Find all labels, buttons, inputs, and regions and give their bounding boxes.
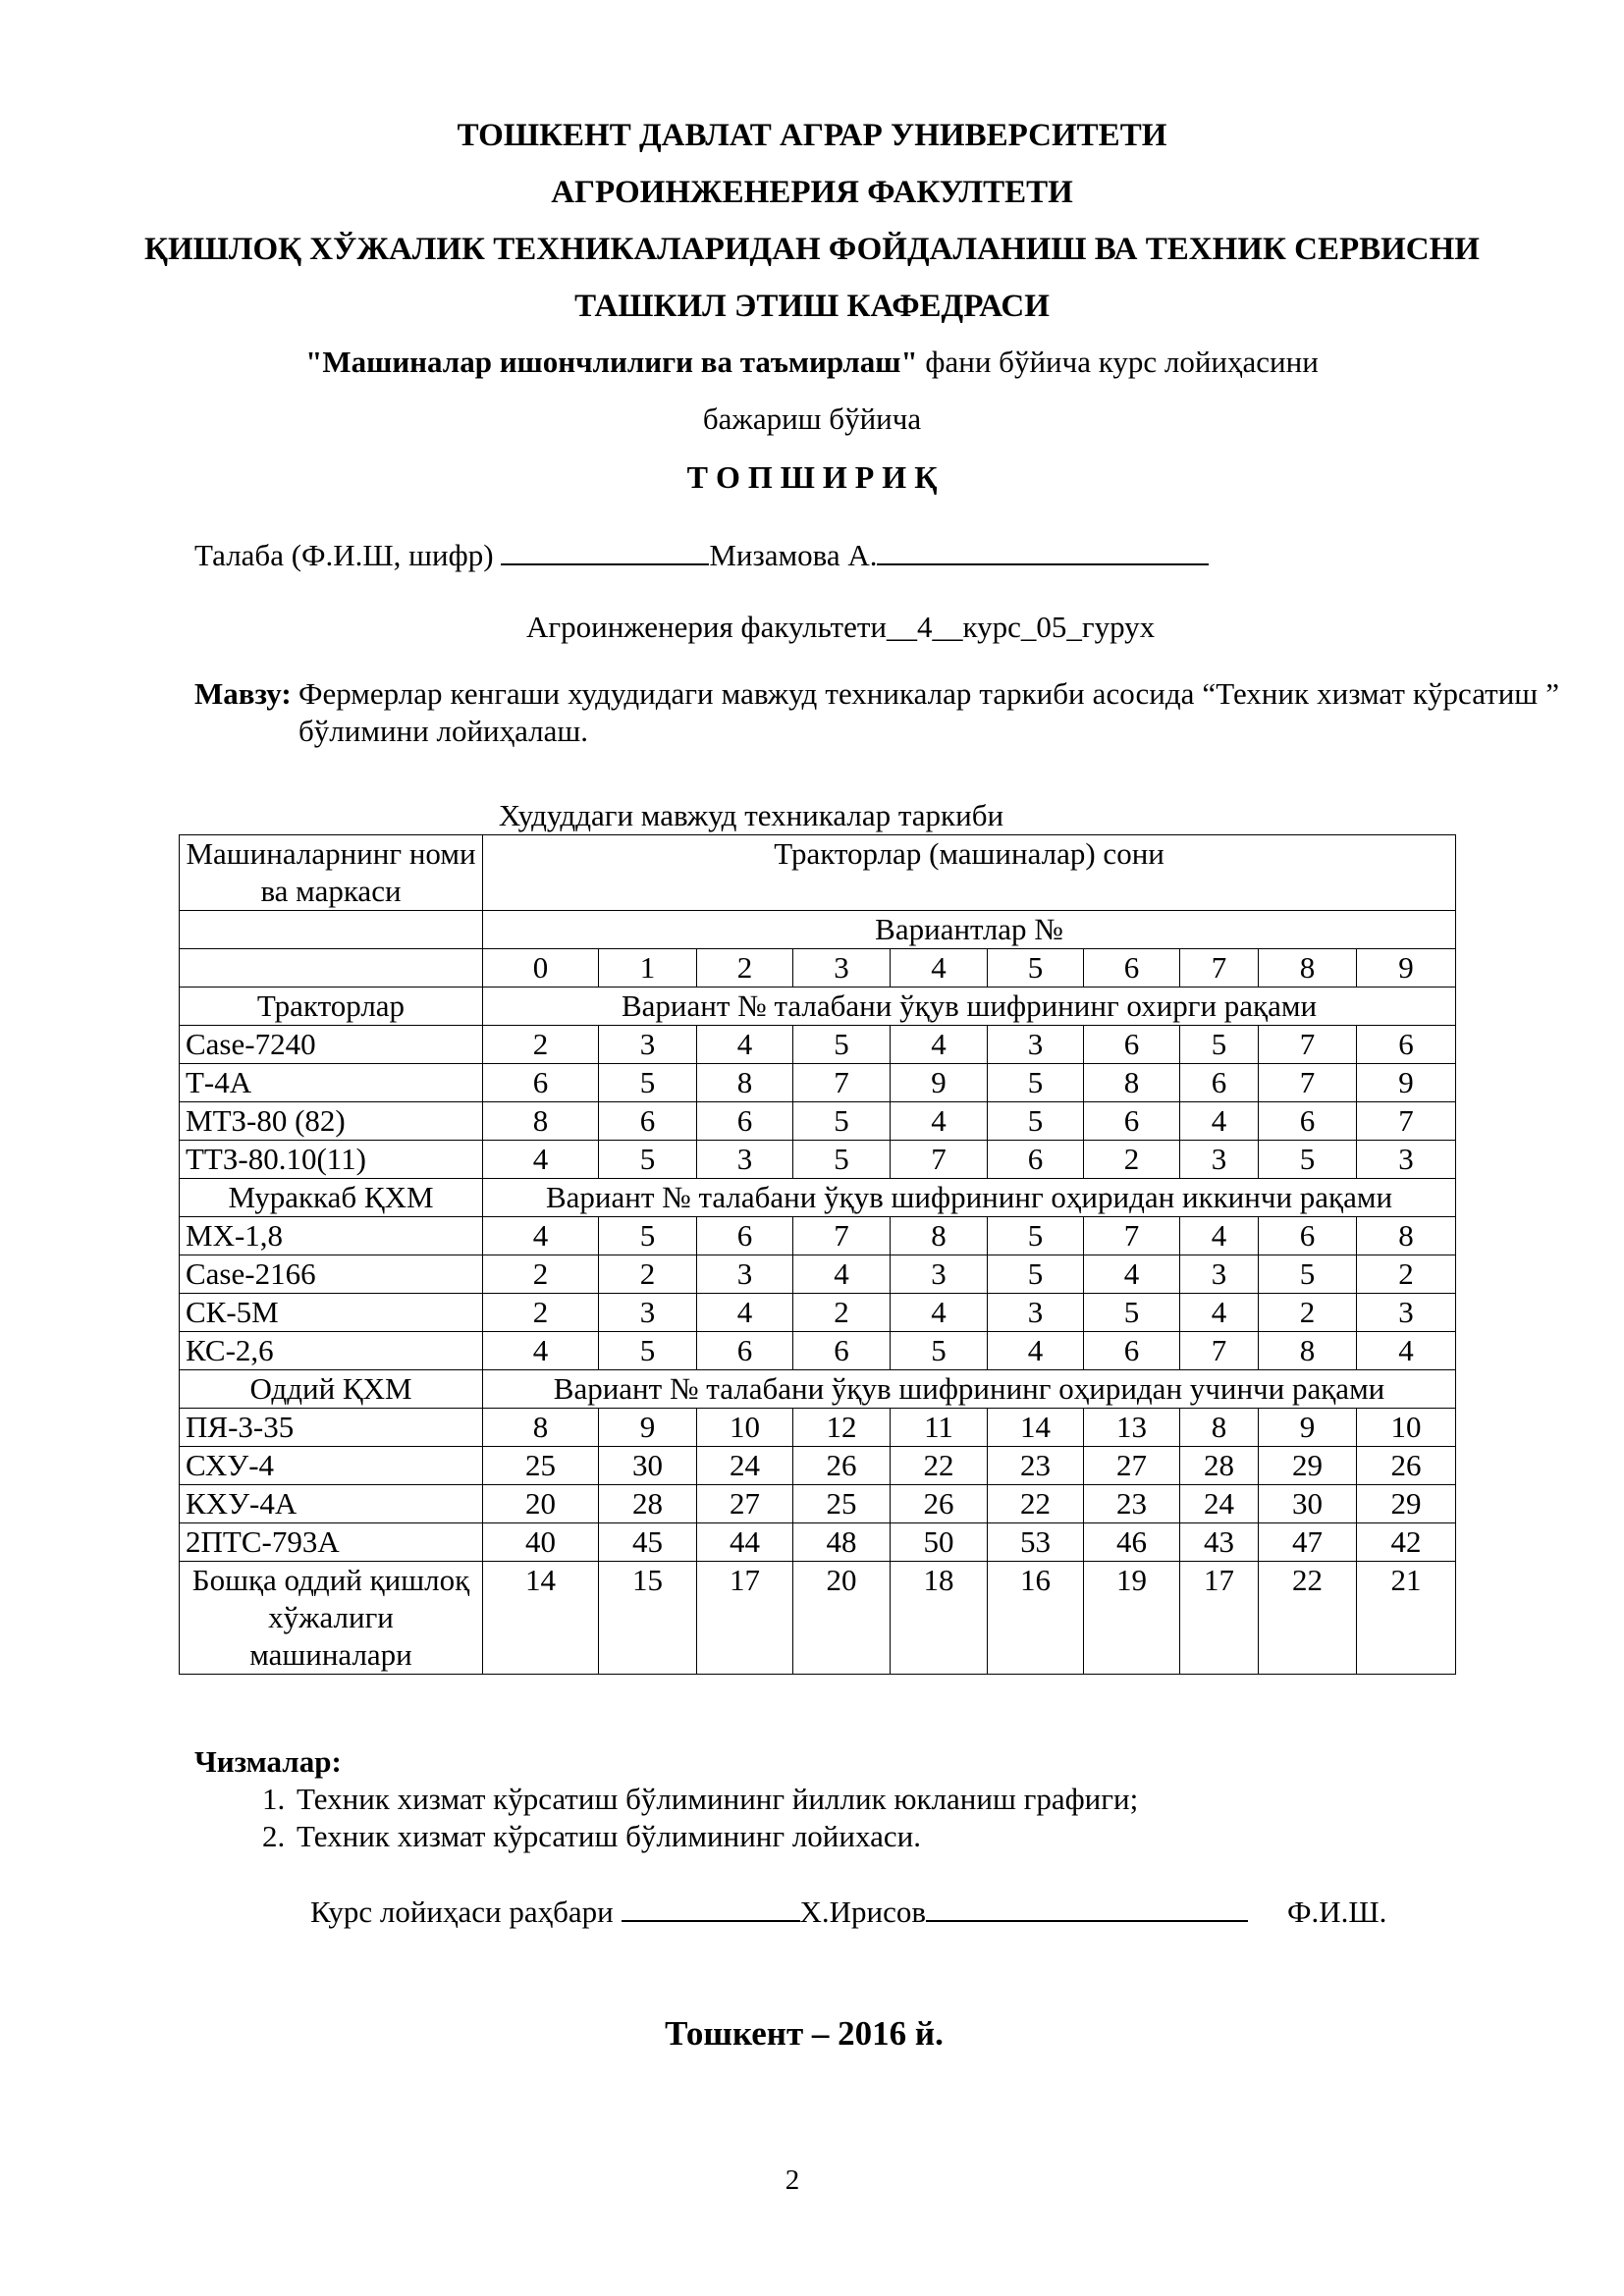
student-signature-blank: [877, 534, 1209, 565]
count-cell: 43: [1180, 1523, 1259, 1562]
group-name: Мураккаб ҚХМ: [180, 1179, 483, 1217]
count-cell: 30: [1259, 1485, 1357, 1523]
table-caption: Худуддаги мавжуд техникалар таркиби: [498, 798, 1004, 832]
machine-name: СХУ-4: [180, 1447, 483, 1485]
count-cell: 9: [891, 1064, 988, 1102]
count-cell: 2: [1357, 1255, 1456, 1294]
count-cell: 2: [1259, 1294, 1357, 1332]
count-cell: 7: [793, 1217, 891, 1255]
count-cell: 4: [891, 1294, 988, 1332]
count-cell: 24: [1180, 1485, 1259, 1523]
page-number: 2: [785, 2164, 800, 2196]
count-cell: 5: [599, 1064, 697, 1102]
count-cell: 6: [793, 1332, 891, 1370]
count-cell: 25: [483, 1447, 599, 1485]
machine-name: МТЗ-80 (82): [180, 1102, 483, 1141]
count-cell: 3: [1357, 1141, 1456, 1179]
count-cell: 2: [483, 1255, 599, 1294]
count-cell: 8: [697, 1064, 793, 1102]
count-cell: 5: [988, 1217, 1084, 1255]
count-cell: 4: [1084, 1255, 1180, 1294]
variant-number: 9: [1357, 949, 1456, 988]
count-cell: 23: [988, 1447, 1084, 1485]
count-cell: 7: [1084, 1217, 1180, 1255]
subject-name: "Машиналар ишончлилиги ва таъмирлаш": [305, 345, 918, 379]
count-cell: 27: [1084, 1447, 1180, 1485]
other-machines-row: [180, 1562, 1456, 1675]
count-cell: 5: [793, 1141, 891, 1179]
count-cell: 3: [1357, 1294, 1456, 1332]
count-cell: 2: [483, 1026, 599, 1064]
count-cell: 7: [1259, 1026, 1357, 1064]
count-cell: 6: [1259, 1217, 1357, 1255]
document-title: Т О П Ш И Р И Қ: [686, 459, 938, 495]
count-cell: 6: [1084, 1026, 1180, 1064]
count-cell: 25: [793, 1485, 891, 1523]
variant-number: 3: [793, 949, 891, 988]
group-name: Оддий ҚХМ: [180, 1370, 483, 1409]
count-cell: 4: [697, 1026, 793, 1064]
table-row: [180, 1409, 1456, 1447]
count-cell: 20: [483, 1485, 599, 1523]
machinery-table: [179, 834, 1456, 1675]
count-cell: 2: [1084, 1141, 1180, 1179]
subject-line-text: фани бўйича курс лойиҳасини: [917, 345, 1319, 379]
count-cell: 22: [988, 1485, 1084, 1523]
variant-number: 8: [1259, 949, 1357, 988]
cipher-blank: [501, 534, 709, 565]
supervisor-fio-label: Ф.И.Ш.: [1287, 1895, 1387, 1929]
count-cell: 17: [1180, 1562, 1259, 1675]
variants-header: Вариантлар №: [483, 911, 1456, 949]
variant-numbers-row: [180, 949, 1456, 988]
empty-cell: [180, 911, 483, 949]
variants-header-row: [180, 911, 1456, 949]
theme-label: Мавзу:: [194, 676, 292, 711]
count-cell: 5: [891, 1332, 988, 1370]
machinery-table-body: [180, 835, 1456, 1675]
count-cell: 6: [1259, 1102, 1357, 1141]
count-cell: 10: [697, 1409, 793, 1447]
count-cell: 5: [599, 1217, 697, 1255]
count-cell: 22: [1259, 1562, 1357, 1675]
count-cell: 5: [988, 1064, 1084, 1102]
student-name: Мизамова А.: [709, 538, 878, 572]
count-cell: 3: [599, 1294, 697, 1332]
count-cell: 6: [697, 1217, 793, 1255]
count-cell: 4: [1357, 1332, 1456, 1370]
variant-number: 1: [599, 949, 697, 988]
count-cell: 42: [1357, 1523, 1456, 1562]
count-cell: 18: [891, 1562, 988, 1675]
count-cell: 47: [1259, 1523, 1357, 1562]
group-header-row: [180, 988, 1456, 1026]
count-cell: 26: [891, 1485, 988, 1523]
subject-line: [0, 344, 1624, 381]
count-cell: 9: [1259, 1409, 1357, 1447]
count-cell: 3: [697, 1255, 793, 1294]
count-cell: 6: [483, 1064, 599, 1102]
count-cell: 8: [1259, 1332, 1357, 1370]
count-cell: 16: [988, 1562, 1084, 1675]
table-row: [180, 1523, 1456, 1562]
supervisor-blank: [622, 1891, 800, 1922]
count-cell: 6: [1084, 1332, 1180, 1370]
count-cell: 14: [988, 1409, 1084, 1447]
count-cell: 8: [1084, 1064, 1180, 1102]
count-cell: 7: [891, 1141, 988, 1179]
count-cell: 8: [891, 1217, 988, 1255]
machine-name: 2ПТС-793А: [180, 1523, 483, 1562]
table-row: [180, 1102, 1456, 1141]
group-note: Вариант № талабани ўқув шифрининг оҳиридан учинчи рақами: [483, 1370, 1456, 1409]
count-cell: 2: [793, 1294, 891, 1332]
count-cell: 7: [793, 1064, 891, 1102]
count-cell: 4: [483, 1141, 599, 1179]
drawings-list: [194, 1781, 1138, 1855]
count-cell: 4: [483, 1217, 599, 1255]
machine-name: Case-7240: [180, 1026, 483, 1064]
count-cell: 22: [891, 1447, 988, 1485]
count-cell: 3: [988, 1026, 1084, 1064]
count-cell: 3: [599, 1026, 697, 1064]
group-name: Тракторлар: [180, 988, 483, 1026]
count-cell: 48: [793, 1523, 891, 1562]
count-cell: 21: [1357, 1562, 1456, 1675]
count-cell: 5: [793, 1026, 891, 1064]
faculty-name: АГРОИНЖЕНЕРИЯ ФАКУЛТЕТИ: [551, 175, 1073, 210]
count-cell: 7: [1180, 1332, 1259, 1370]
variant-number: 0: [483, 949, 599, 988]
variant-number: 5: [988, 949, 1084, 988]
table-row: [180, 1064, 1456, 1102]
city-year: Тошкент – 2016 й.: [665, 2014, 944, 2053]
machine-name-header: Машиналарнинг номи ва маркаси: [180, 835, 483, 911]
machine-name: ПЯ-3-35: [180, 1409, 483, 1447]
table-header-row: [180, 835, 1456, 911]
count-cell: 11: [891, 1409, 988, 1447]
count-cell: 23: [1084, 1485, 1180, 1523]
count-cell: 5: [1180, 1026, 1259, 1064]
drawing-item: 1. Техник хизмат кўрсатиш бўлимининг йиллик юкланиш графиги;: [293, 1781, 1138, 1818]
count-cell: 28: [1180, 1447, 1259, 1485]
machine-name: КХУ-4А: [180, 1485, 483, 1523]
count-cell: 50: [891, 1523, 988, 1562]
count-cell: 14: [483, 1562, 599, 1675]
count-cell: 8: [483, 1102, 599, 1141]
table-row: [180, 1026, 1456, 1064]
count-cell: 53: [988, 1523, 1084, 1562]
student-label: Талаба (Ф.И.Ш, шифр): [194, 538, 502, 572]
student-line: [194, 534, 1209, 574]
count-cell: 5: [988, 1255, 1084, 1294]
count-cell: 20: [793, 1562, 891, 1675]
table-row: [180, 1217, 1456, 1255]
supervisor-signature-blank: [926, 1891, 1248, 1922]
supervisor-line: [310, 1891, 1386, 1931]
count-cell: 28: [599, 1485, 697, 1523]
count-cell: 5: [599, 1332, 697, 1370]
count-cell: 4: [483, 1332, 599, 1370]
count-cell: 4: [891, 1102, 988, 1141]
count-cell: 5: [1259, 1255, 1357, 1294]
count-cell: 9: [599, 1409, 697, 1447]
count-cell: 6: [697, 1102, 793, 1141]
count-cell: 4: [1180, 1217, 1259, 1255]
table-row: [180, 1332, 1456, 1370]
count-cell: 45: [599, 1523, 697, 1562]
count-cell: 6: [988, 1141, 1084, 1179]
count-cell: 4: [1180, 1294, 1259, 1332]
count-cell: 27: [697, 1485, 793, 1523]
other-machines-name: Бошқа оддий қишлоқ хўжалиги машиналари: [180, 1562, 483, 1675]
count-cell: 26: [793, 1447, 891, 1485]
count-cell: 30: [599, 1447, 697, 1485]
department-name-line1: ҚИШЛОҚ ХЎЖАЛИК ТЕХНИКАЛАРИДАН ФОЙДАЛАНИШ ВА ТЕХНИК СЕРВИСНИ: [144, 232, 1480, 267]
table-row: [180, 1141, 1456, 1179]
count-cell: 6: [1180, 1064, 1259, 1102]
count-cell: 2: [599, 1255, 697, 1294]
department-name-line2: ТАШКИЛ ЭТИШ КАФЕДРАСИ: [574, 289, 1050, 324]
count-cell: 4: [793, 1255, 891, 1294]
table-row: [180, 1485, 1456, 1523]
subject-line2: бажариш бўйича: [702, 401, 922, 436]
count-cell: 5: [793, 1102, 891, 1141]
count-cell: 8: [1357, 1217, 1456, 1255]
table-row: [180, 1294, 1456, 1332]
empty-cell: [180, 949, 483, 988]
faculty-course-group-line: Агроинженерия факультети__4__курс_05_гурух: [526, 610, 1156, 644]
count-cell: 10: [1357, 1409, 1456, 1447]
machine-name: МХ-1,8: [180, 1217, 483, 1255]
count-cell: 3: [697, 1141, 793, 1179]
table-row: [180, 1255, 1456, 1294]
count-cell: 17: [697, 1562, 793, 1675]
count-cell: 7: [1259, 1064, 1357, 1102]
count-cell: 9: [1357, 1064, 1456, 1102]
count-cell: 4: [697, 1294, 793, 1332]
count-cell: 2: [483, 1294, 599, 1332]
count-cell: 19: [1084, 1562, 1180, 1675]
count-cell: 26: [1357, 1447, 1456, 1485]
count-cell: 24: [697, 1447, 793, 1485]
count-cell: 40: [483, 1523, 599, 1562]
count-cell: 5: [1084, 1294, 1180, 1332]
group-header-row: [180, 1370, 1456, 1409]
count-cell: 15: [599, 1562, 697, 1675]
variant-number: 7: [1180, 949, 1259, 988]
drawing-item: 2. Техник хизмат кўрсатиш бўлимининг лойихаси.: [293, 1818, 1138, 1855]
count-cell: 6: [599, 1102, 697, 1141]
table-row: [180, 1447, 1456, 1485]
count-cell: 3: [1180, 1141, 1259, 1179]
count-cell: 5: [988, 1102, 1084, 1141]
drawings-section: [194, 1743, 1138, 1855]
count-cell: 7: [1357, 1102, 1456, 1141]
count-cell: 8: [483, 1409, 599, 1447]
machine-name: Т-4А: [180, 1064, 483, 1102]
machine-name: СК-5М: [180, 1294, 483, 1332]
count-header: Тракторлар (машиналар) сони: [483, 835, 1456, 911]
count-cell: 6: [697, 1332, 793, 1370]
count-cell: 5: [1259, 1141, 1357, 1179]
supervisor-label: Курс лойиҳаси раҳбари: [310, 1895, 622, 1929]
count-cell: 12: [793, 1409, 891, 1447]
count-cell: 4: [1180, 1102, 1259, 1141]
count-cell: 5: [599, 1141, 697, 1179]
count-cell: 4: [988, 1332, 1084, 1370]
count-cell: 4: [891, 1026, 988, 1064]
count-cell: 6: [1084, 1102, 1180, 1141]
count-cell: 46: [1084, 1523, 1180, 1562]
variant-number: 4: [891, 949, 988, 988]
variant-number: 6: [1084, 949, 1180, 988]
drawings-title: Чизмалар:: [194, 1744, 342, 1779]
machine-name: Case-2166: [180, 1255, 483, 1294]
group-note: Вариант № талабани ўқув шифрининг охирги рақами: [483, 988, 1456, 1026]
count-cell: 3: [1180, 1255, 1259, 1294]
university-name: ТОШКЕНТ ДАВЛАТ АГРАР УНИВЕРСИТЕТИ: [457, 118, 1167, 153]
count-cell: 44: [697, 1523, 793, 1562]
count-cell: 13: [1084, 1409, 1180, 1447]
count-cell: 29: [1259, 1447, 1357, 1485]
supervisor-name: Х.Ирисов: [799, 1895, 927, 1929]
machine-name: ТТЗ-80.10(11): [180, 1141, 483, 1179]
count-cell: 8: [1180, 1409, 1259, 1447]
count-cell: 3: [891, 1255, 988, 1294]
machine-name: КС-2,6: [180, 1332, 483, 1370]
group-header-row: [180, 1179, 1456, 1217]
count-cell: 6: [1357, 1026, 1456, 1064]
group-note: Вариант № талабани ўқув шифрининг оҳиридан иккинчи рақами: [483, 1179, 1456, 1217]
count-cell: 3: [988, 1294, 1084, 1332]
count-cell: 29: [1357, 1485, 1456, 1523]
theme-text: Фермерлар кенгаши худудидаги мавжуд техникалар таркиби асосида “Техник хизмат кўрсатиш ” бўлимини лойиҳалаш.: [298, 676, 1559, 748]
theme-block: [194, 675, 1559, 750]
variant-number: 2: [697, 949, 793, 988]
